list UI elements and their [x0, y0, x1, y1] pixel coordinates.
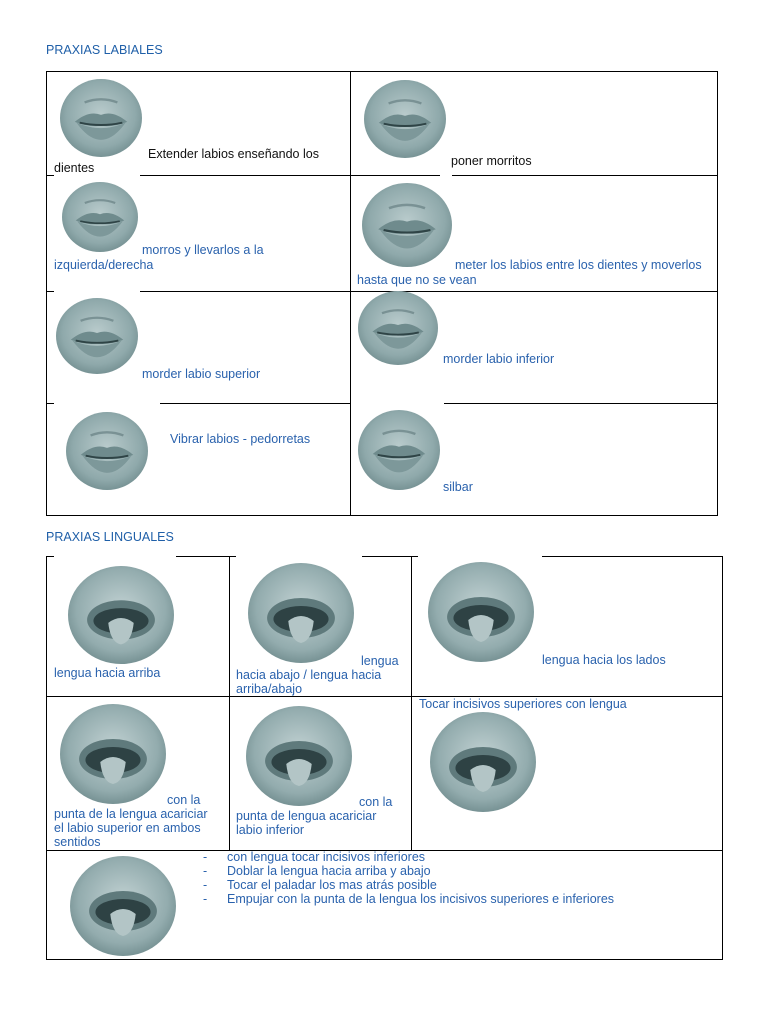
table-border — [722, 556, 723, 960]
list-item: - Tocar el paladar los mas atrás posible — [203, 878, 614, 892]
mouth-photo — [248, 563, 354, 663]
mouth-photo — [358, 291, 438, 365]
mouth-photo — [364, 80, 446, 158]
caption-lengua-abajo-3: arriba/abajo — [236, 682, 303, 696]
caption-lengua-abajo-2: hacia abajo / lengua hacia — [236, 668, 382, 682]
list-item: - Empujar con la punta de la lengua los incisivos superiores e inferiores — [203, 892, 614, 906]
mouth-photo — [66, 412, 148, 490]
caption-acariciar-superior-4: sentidos — [54, 835, 101, 849]
table-divider — [229, 556, 230, 850]
caption-acariciar-inferior-3: labio inferior — [236, 823, 305, 837]
table-border — [46, 556, 47, 960]
caption-silbar: silbar — [443, 480, 473, 494]
caption-acariciar-superior-3: el labio superior en ambos — [54, 821, 201, 835]
caption-acariciar-inferior-2: punta de lengua acariciar — [236, 809, 377, 823]
table-border — [46, 71, 47, 516]
row-divider — [160, 403, 350, 404]
caption-extender-labios-2: dientes — [54, 161, 95, 175]
table-border — [46, 959, 723, 960]
mouth-photo — [70, 856, 176, 956]
mouth-photo — [56, 298, 138, 374]
table-border — [542, 556, 723, 557]
caption-extender-labios: Extender labios enseñando los — [148, 147, 319, 161]
caption-incisivos-superiores: Tocar incisivos superiores con lengua — [419, 697, 627, 711]
caption-morros: morros y llevarlos a la — [142, 243, 264, 257]
table-border — [46, 556, 54, 557]
caption-morros-2: izquierda/derecha — [54, 258, 154, 272]
caption-lengua-arriba: lengua hacia arriba — [54, 666, 161, 680]
mouth-photo — [428, 562, 534, 662]
mouth-photo — [60, 79, 142, 157]
caption-acariciar-superior-2: punta de la lengua acariciar — [54, 807, 208, 821]
caption-vibrar-labios: Vibrar labios - pedorretas — [170, 432, 311, 446]
row-divider — [46, 403, 54, 404]
list-item: - con lengua tocar incisivos inferiores — [203, 850, 614, 864]
caption-morder-inferior: morder labio inferior — [443, 352, 555, 366]
table-border — [362, 556, 418, 557]
table-divider — [350, 71, 351, 516]
list-item: - Doblar la lengua hacia arriba y abajo — [203, 864, 614, 878]
mouth-photo — [246, 706, 352, 806]
row-divider — [46, 175, 54, 176]
caption-lengua-abajo: lengua — [361, 654, 399, 668]
table-divider — [411, 556, 412, 850]
mouth-photo — [60, 704, 166, 804]
caption-poner-morritos: poner morritos — [451, 154, 532, 168]
row-divider — [140, 291, 718, 292]
caption-acariciar-inferior: con la — [359, 795, 393, 809]
mouth-photo — [430, 712, 536, 812]
caption-meter-labios: meter los labios entre los dientes y moverlos — [455, 258, 702, 272]
row-divider — [46, 291, 54, 292]
table-border — [46, 71, 718, 72]
labiales-heading: PRAXIAS LABIALES — [46, 43, 163, 57]
mouth-photo — [68, 566, 174, 664]
table-border — [46, 515, 718, 516]
row-divider — [452, 175, 718, 176]
mouth-photo — [62, 182, 138, 252]
exercise-list — [203, 850, 614, 906]
caption-meter-labios-2: hasta que no se vean — [357, 273, 477, 287]
caption-lengua-lados: lengua hacia los lados — [542, 653, 666, 667]
mouth-photo — [362, 183, 452, 267]
row-divider — [140, 175, 440, 176]
table-border — [717, 71, 718, 516]
caption-acariciar-superior: con la — [167, 793, 201, 807]
mouth-photo — [358, 410, 440, 490]
row-divider — [444, 403, 718, 404]
linguales-heading: PRAXIAS LINGUALES — [46, 530, 174, 544]
caption-morder-superior: morder labio superior — [142, 367, 261, 381]
table-border — [176, 556, 236, 557]
